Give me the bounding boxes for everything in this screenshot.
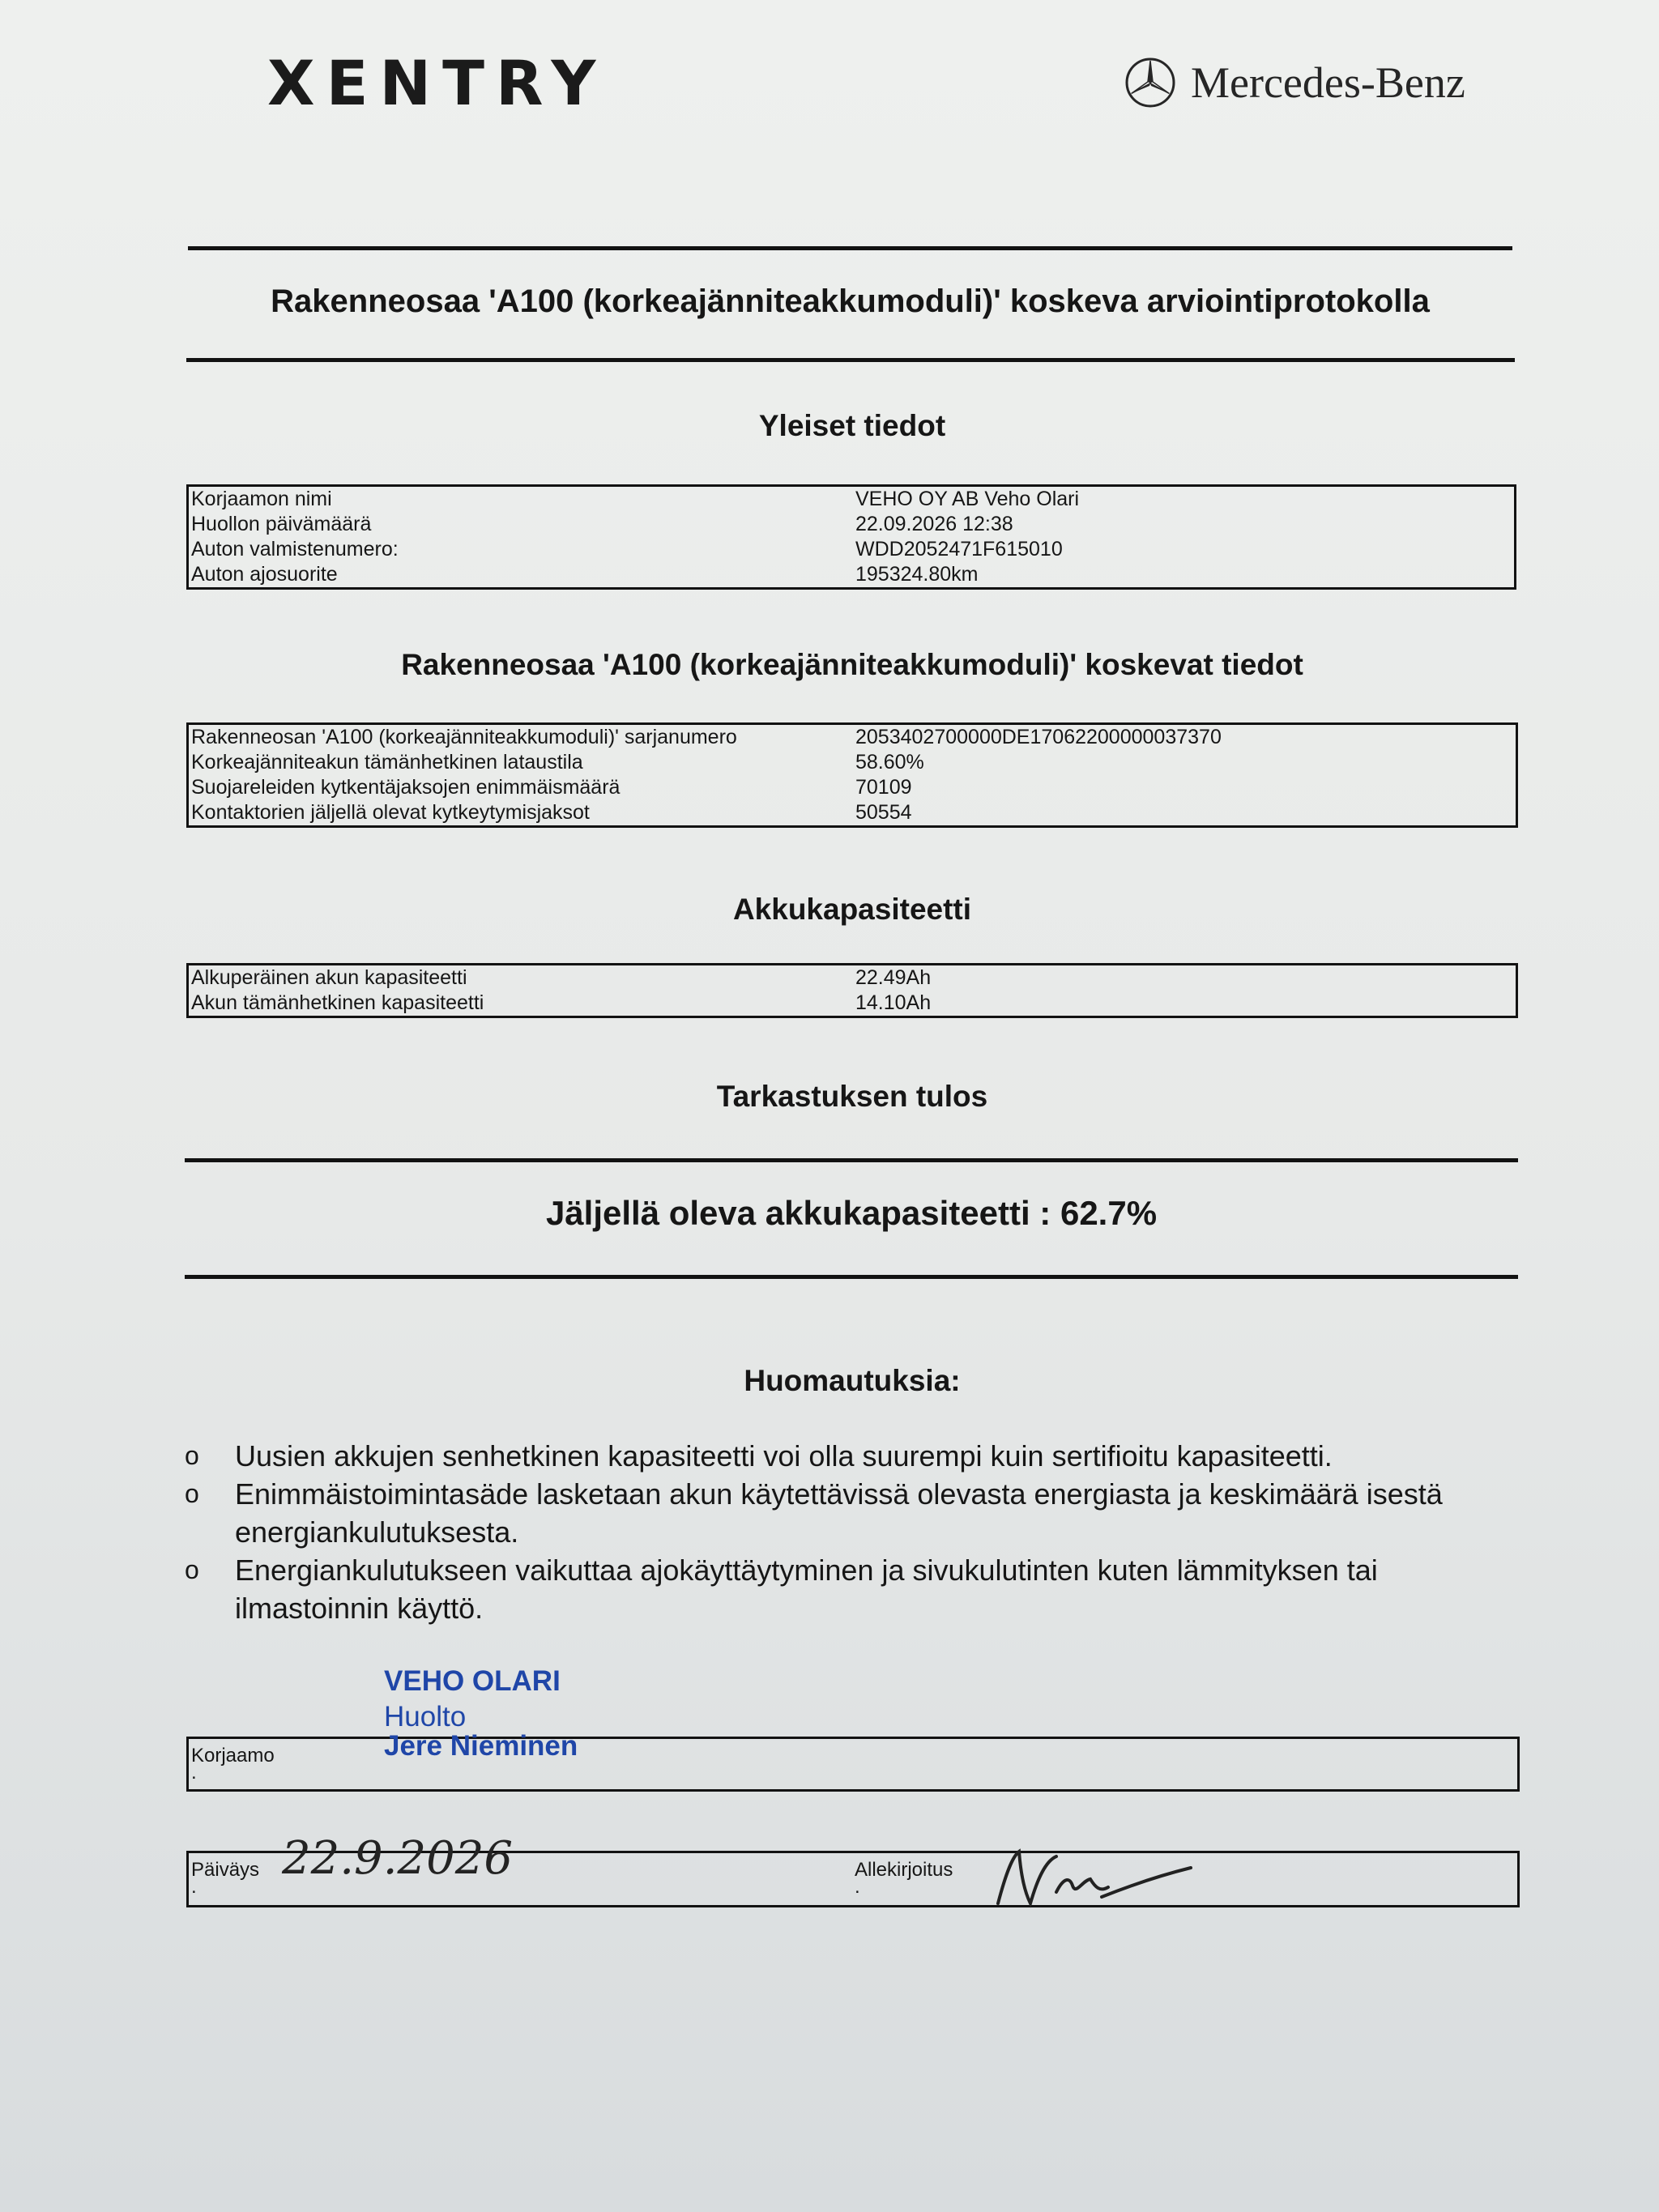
section-heading-general: Yleiset tiedot xyxy=(758,409,946,442)
table-row xyxy=(188,800,1517,827)
row-label: Auton valmistenumero: xyxy=(191,538,399,560)
date-label: Päiväys xyxy=(191,1859,260,1881)
section-heading-component: Rakenneosaa 'A100 (korkeajänniteakkumoduli)' koskevat tiedot xyxy=(401,648,1303,681)
handwritten-signature xyxy=(988,1840,1199,1913)
note-text: Enimmäistoimintasäde lasketaan akun käytettävissä olevasta energiasta ja keskimäärä isestä energiankulutuksesta. xyxy=(235,1477,1443,1549)
result-top-rule xyxy=(185,1158,1518,1162)
stamp-line: VEHO OLARI xyxy=(384,1665,561,1697)
row-value: 2053402700000DE17062200000037370 xyxy=(855,726,1222,748)
date-placeholder-dot: . xyxy=(191,1876,197,1898)
component-info-table xyxy=(186,722,1518,828)
note-text: Energiankulutukseen vaikuttaa ajokäyttäytyminen ja sivukulutinten kuten lämmityksen tai ilmastoinnin käyttö. xyxy=(235,1554,1378,1625)
row-label: Rakenneosan 'A100 (korkeajänniteakkumoduli)' sarjanumero xyxy=(191,726,737,748)
table-row xyxy=(188,486,1516,513)
table-row xyxy=(188,724,1517,751)
list-item xyxy=(185,1437,1513,1475)
section-heading-notes: Huomautuksia: xyxy=(744,1364,961,1397)
table-row xyxy=(188,965,1517,991)
row-label: Kontaktorien jäljellä olevat kytkeytymisjaksot xyxy=(191,801,590,824)
section-heading-capacity: Akkukapasiteetti xyxy=(732,893,972,926)
row-value: 22.49Ah xyxy=(855,966,932,989)
signature-label: Allekirjoitus xyxy=(855,1859,953,1881)
table-row xyxy=(188,991,1517,1017)
workshop-label: Korjaamo xyxy=(191,1745,275,1767)
row-value: 22.09.2026 12:38 xyxy=(855,513,1013,535)
remaining-capacity-result: Jäljellä oleva akkukapasiteetti : 62.7% xyxy=(545,1194,1158,1232)
table-row xyxy=(188,537,1516,562)
general-info-table xyxy=(186,484,1516,590)
workshop-placeholder-dot: . xyxy=(191,1762,197,1784)
row-value: VEHO OY AB Veho Olari xyxy=(855,488,1080,510)
note-text: Uusien akkujen senhetkinen kapasiteetti voi olla suurempi kuin sertifioitu kapasiteetti. xyxy=(235,1439,1333,1473)
mercedes-benz-logo xyxy=(1124,57,1465,109)
row-label: Huollon päivämäärä xyxy=(191,513,372,535)
mercedes-star-icon xyxy=(1124,57,1176,109)
row-value: WDD2052471F615010 xyxy=(855,538,1063,560)
row-label: Akun tämänhetkinen kapasiteetti xyxy=(191,991,484,1014)
row-label: Korjaamon nimi xyxy=(191,488,332,510)
document-title: Rakenneosaa 'A100 (korkeajänniteakkumoduli)' koskeva arviointiprotokolla xyxy=(271,283,1430,319)
bullet-marker: o xyxy=(185,1441,199,1470)
row-label: Korkeajänniteakun tämänhetkinen lataustila xyxy=(191,751,583,774)
bullet-marker: o xyxy=(185,1479,199,1508)
bullet-marker: o xyxy=(185,1555,199,1584)
workshop-stamp xyxy=(384,1664,578,1764)
result-bottom-rule xyxy=(185,1275,1518,1279)
row-label: Suojareleiden kytkentäjaksojen enimmäismäärä xyxy=(191,776,621,799)
title-top-rule xyxy=(188,246,1512,250)
stamp-line: Jere Nieminen xyxy=(384,1730,578,1762)
signature-placeholder-dot: . xyxy=(855,1876,860,1898)
row-label: Auton ajosuorite xyxy=(191,563,338,586)
list-item xyxy=(185,1475,1513,1551)
section-heading-result: Tarkastuksen tulos xyxy=(716,1080,988,1113)
list-item xyxy=(185,1551,1513,1627)
table-row xyxy=(188,775,1517,800)
row-value: 58.60% xyxy=(855,751,924,774)
row-value: 14.10Ah xyxy=(855,991,932,1014)
row-value: 195324.80km xyxy=(855,563,979,586)
xentry-logo: XENTRY xyxy=(267,47,608,119)
table-row xyxy=(188,750,1517,775)
mercedes-benz-wordmark: Mercedes-Benz xyxy=(1191,58,1465,107)
table-row xyxy=(188,512,1516,537)
stamp-line: Huolto xyxy=(384,1701,467,1733)
title-bottom-rule xyxy=(186,358,1515,362)
handwritten-date: 22.9.2026 xyxy=(282,1832,514,1885)
row-value: 70109 xyxy=(855,776,912,799)
capacity-table xyxy=(186,963,1518,1018)
row-value: 50554 xyxy=(855,801,912,824)
table-row xyxy=(188,562,1516,589)
row-label: Alkuperäinen akun kapasiteetti xyxy=(191,966,467,989)
notes-list xyxy=(185,1437,1513,1627)
